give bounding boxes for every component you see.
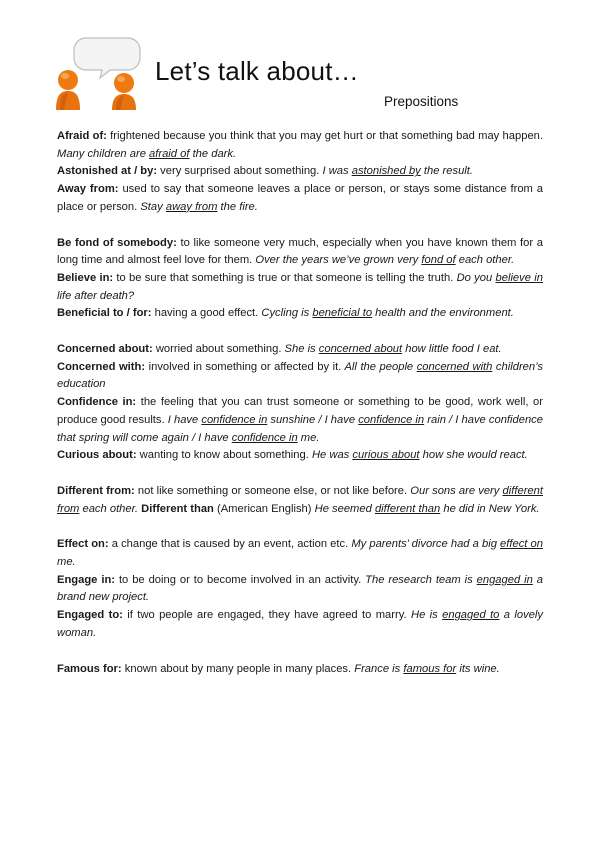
entry-definition: to like someone very much, especially when you have known them for a long time and almost feel love for them.	[57, 236, 543, 267]
example-text: rain / I have confidence that spring will come again / I have	[57, 413, 543, 444]
group-spacer	[57, 643, 543, 661]
entry-example	[351, 663, 500, 675]
entry-definition: frightened because you think that you may get hurt or that something bad may happen.	[106, 130, 543, 142]
entry-example	[258, 307, 514, 319]
example-underline: afraid of	[149, 147, 190, 160]
example-text: how little food I eat.	[402, 343, 502, 356]
entry-definition: a change that is caused by an event, action etc.	[108, 538, 349, 551]
group-spacer	[57, 217, 543, 235]
example-text: the dark.	[189, 147, 237, 160]
example-text: each other.	[455, 254, 515, 267]
entry-beneficial	[57, 305, 543, 323]
entry-term: Afraid of:	[57, 130, 107, 142]
entry-term: Effect on:	[57, 538, 109, 551]
example-text: He seemed	[311, 502, 375, 515]
entry-example	[137, 201, 258, 213]
group-spacer	[57, 465, 543, 483]
example-underline: engaged to	[442, 609, 500, 622]
example-text: All the people	[341, 360, 417, 373]
entry-definition: wanting to know about something.	[136, 449, 309, 462]
example-underline: beneficial to	[312, 307, 373, 320]
entry-definition: having a good effect.	[151, 307, 259, 320]
entry-effect-on	[57, 536, 543, 571]
entry-term: Famous for:	[57, 662, 122, 675]
entry-confidence-in	[57, 394, 543, 447]
example-text: me.	[297, 431, 320, 444]
entry-term: Different from:	[57, 484, 135, 497]
entry-example	[309, 449, 528, 461]
example-text: Over the years we’ve grown very	[252, 254, 422, 267]
example-underline: concerned with	[416, 360, 493, 373]
page-title: Let’s talk about…	[155, 56, 359, 86]
example-underline: curious about	[352, 449, 420, 462]
example-text: Stay	[137, 200, 166, 213]
example-underline: concerned about	[318, 343, 403, 356]
person-left-icon	[56, 70, 80, 110]
entry-term: Engaged to:	[57, 609, 123, 622]
entry-away-from	[57, 181, 543, 216]
entry-definition: the feeling that you can trust someone or something to be good, work well, or produce good results.	[57, 396, 543, 426]
entry-definition: worried about something.	[152, 343, 282, 356]
example-text: Many children are	[57, 147, 150, 160]
entry-example	[252, 254, 514, 266]
entry-definition: to be doing or to become involved in an activity.	[115, 573, 362, 586]
example-text: life after death?	[57, 289, 135, 302]
entry-fond-of	[57, 235, 543, 270]
example-text: I have	[164, 413, 202, 426]
example-underline: confidence in	[201, 413, 268, 426]
entry-term: Concerned about:	[57, 343, 153, 356]
example-text: Cycling is	[258, 307, 313, 320]
example-text: Do you	[453, 271, 496, 284]
entry-term: Curious about:	[57, 449, 137, 462]
example-text: its wine.	[456, 662, 500, 675]
example-underline: fond of	[421, 254, 456, 267]
entry-term: Confidence in:	[57, 396, 137, 409]
entry-term: Believe in:	[57, 271, 114, 284]
example-text: He is	[406, 609, 443, 622]
example-text: a brand new project.	[57, 573, 543, 604]
entry-definition-secondary: (American English)	[213, 502, 312, 515]
talking-people-icon	[50, 36, 150, 110]
entry-example	[319, 165, 473, 177]
example-underline: different than	[374, 502, 441, 515]
entry-term: Concerned with:	[57, 360, 146, 373]
entry-afraid-of	[57, 128, 543, 163]
group-spacer	[57, 518, 543, 536]
entry-term: Be fond of somebody:	[57, 236, 177, 249]
example-text: a lovely woman.	[57, 609, 543, 639]
entry-concerned-with	[57, 359, 543, 394]
entry-example	[281, 343, 501, 355]
entry-term: Away from:	[57, 183, 119, 196]
example-underline: confidence in	[358, 413, 425, 426]
example-text: how she would react.	[419, 449, 528, 462]
person-right-icon	[112, 73, 136, 110]
example-text: he did in New York.	[440, 502, 540, 515]
page-subtitle: Prepositions	[384, 94, 459, 109]
example-text: Our sons are very	[407, 484, 503, 497]
example-text: He was	[308, 449, 353, 462]
example-underline: astonished by	[351, 165, 421, 178]
prepositions-list	[57, 128, 543, 678]
entry-definition: if two people are engaged, they have agreed to marry.	[122, 609, 407, 622]
entry-term-secondary: Different than	[138, 502, 214, 515]
entry-curious-about	[57, 447, 543, 465]
example-text: France is	[351, 662, 404, 675]
example-underline: confidence in	[231, 431, 298, 444]
example-text: the fire.	[217, 200, 258, 213]
entry-definition: very surprised about something.	[157, 165, 320, 178]
entry-believe-in	[57, 270, 543, 305]
example-underline: famous for	[403, 662, 457, 675]
example-underline: away from	[165, 200, 218, 213]
entry-term: Astonished at / by:	[57, 165, 158, 178]
entry-engaged-to	[57, 607, 543, 642]
entry-concerned-about	[57, 341, 543, 359]
entry-term: Beneficial to / for:	[57, 307, 152, 320]
example-underline: different from	[57, 484, 543, 515]
entry-term: Engage in:	[57, 573, 116, 586]
entry-astonished	[57, 163, 543, 181]
entry-definition: known about by many people in many places.	[121, 662, 352, 675]
example-text: My parents’ divorce had a big	[348, 538, 501, 551]
entry-different-from	[57, 483, 543, 518]
example-text: each other.	[79, 502, 139, 515]
entry-example	[57, 148, 236, 160]
entry-example-secondary	[312, 503, 540, 515]
example-underline: believe in	[495, 271, 543, 284]
example-text: me.	[57, 556, 76, 569]
entry-definition: involved in something or affected by it.	[145, 360, 342, 373]
entry-famous-for	[57, 661, 543, 679]
example-text: The research team is	[361, 573, 477, 586]
example-underline: effect on	[500, 538, 543, 551]
example-text: the result.	[420, 165, 473, 178]
speech-bubble-icon	[74, 38, 140, 78]
example-text: I was	[319, 165, 352, 178]
example-underline: engaged in	[476, 573, 533, 586]
entry-definition: to be sure that something is true or that someone is telling the truth.	[113, 271, 454, 284]
entry-definition: used to say that someone leaves a place or person, or stays some distance from a place or person.	[57, 183, 544, 213]
example-text: health and the environment.	[372, 307, 514, 320]
example-text: children’s education	[57, 360, 543, 391]
example-text: sunshine / I have	[267, 413, 359, 426]
entry-definition: not like something or someone else, or not like before.	[134, 484, 408, 497]
example-text: She is	[281, 343, 319, 356]
group-spacer	[57, 323, 543, 341]
entry-engage-in	[57, 572, 543, 607]
